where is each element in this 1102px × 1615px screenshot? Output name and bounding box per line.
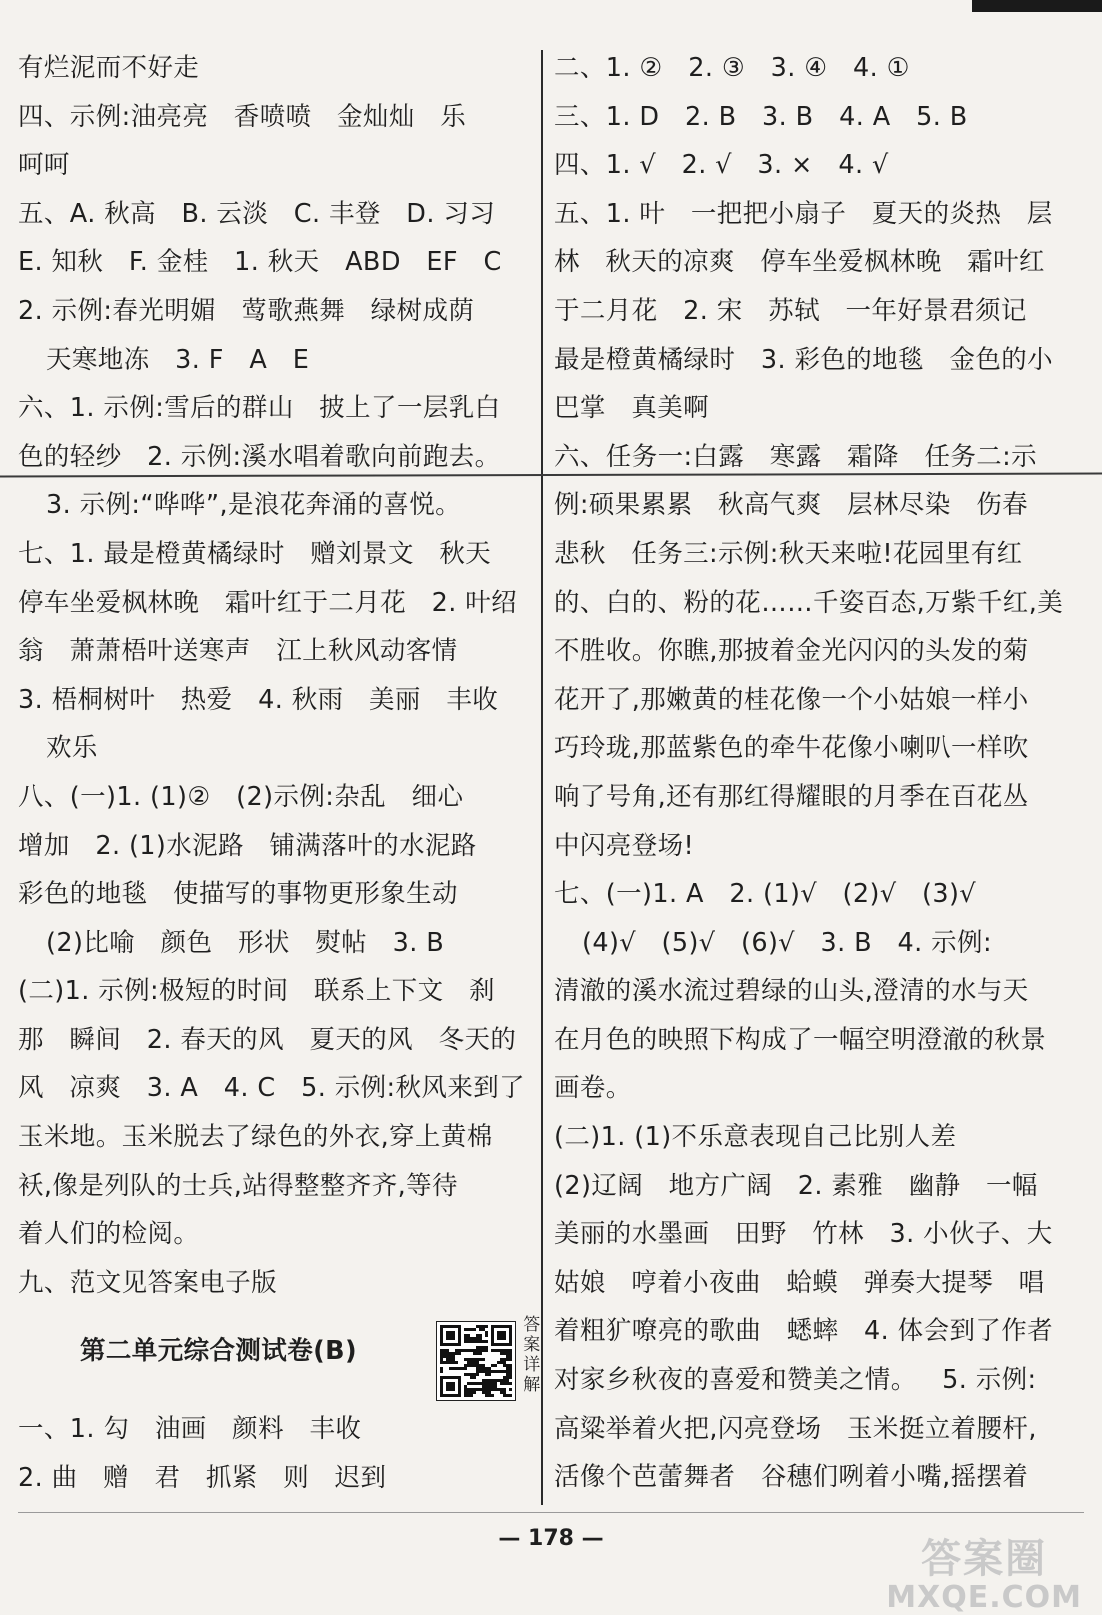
answer-line: 九、范文见答案电子版 — [18, 1267, 278, 1298]
qr-label: 答案详解 — [523, 1315, 541, 1396]
answer-line: 在月色的映照下构成了一幅空明澄澈的秋景 — [554, 1024, 1047, 1055]
footer-rule — [18, 1512, 1084, 1513]
answer-line: 响了号角,还有那红得耀眼的月季在百花丛 — [554, 781, 1029, 812]
answer-line: 巧玲珑,那蓝紫色的牵牛花像小喇叭一样吹 — [554, 733, 1029, 764]
answer-line: (4)√ (5)√ (6)√ 3. B 4. 示例: — [582, 927, 992, 958]
answer-line: 清澈的溪水流过碧绿的山头,澄清的水与天 — [554, 976, 1029, 1007]
answer-line: 那 瞬间 2. 春天的风 夏天的风 冬天的 — [18, 1024, 517, 1055]
answer-line: 色的轻纱 2. 示例:溪水唱着歌向前跑去。 — [18, 441, 501, 472]
answer-line: 悲秋 任务三:示例:秋天来啦!花园里有红 — [554, 538, 1023, 569]
unit-answer-lines — [18, 1405, 534, 1502]
right-answer-lines — [554, 44, 1084, 1502]
answer-line: 不胜收。你瞧,那披着金光闪闪的头发的菊 — [554, 636, 1029, 667]
answer-line: 中闪亮登场! — [554, 830, 695, 861]
answer-line: 风 凉爽 3. A 4. C 5. 示例:秋风来到了 — [18, 1073, 526, 1104]
answer-line: (二)1. (1)不乐意表现自己比别人差 — [554, 1122, 957, 1153]
watermark-logo-text: 答案圈 — [921, 1536, 1048, 1582]
answer-line: 一、1. 勾 油画 颜料 丰收 — [18, 1414, 362, 1445]
answer-line: 3. 梧桐树叶 热爱 4. 秋雨 美丽 丰收 — [18, 684, 499, 715]
unit-heading-block — [18, 1307, 541, 1405]
answer-line: 最是橙黄橘绿时 3. 彩色的地毯 金色的小 — [554, 344, 1054, 375]
answer-line: 玉米地。玉米脱去了绿色的外衣,穿上黄棉 — [18, 1122, 493, 1153]
answer-line: E. 知秋 F. 金桂 1. 秋天 ABD EF C — [18, 247, 502, 278]
answer-line: 活像个芭蕾舞者 谷穗们咧着小嘴,摇摆着 — [554, 1462, 1029, 1493]
answer-line: 花开了,那嫩黄的桂花像一个小姑娘一样小 — [554, 684, 1029, 715]
answer-line: 彩色的地毯 使描写的事物更形象生动 — [18, 879, 458, 910]
answer-line: 三、1. D 2. B 3. B 4. A 5. B — [554, 101, 968, 132]
answer-line: 于二月花 2. 宋 苏轼 一年好景君须记 — [554, 295, 1027, 326]
answer-line: 有烂泥而不好走 — [18, 53, 200, 83]
answer-line: 例:硕果累累 秋高气爽 层林尽染 伤春 — [554, 490, 1029, 521]
answer-line: 增加 2. (1)水泥路 铺满落叶的水泥路 — [18, 830, 477, 861]
answer-line: (2)比喻 颜色 形状 熨帖 3. B — [46, 927, 445, 958]
answer-line: (2)辽阔 地方广阔 2. 素雅 幽静 一幅 — [554, 1170, 1038, 1201]
answer-line: 着粗犷嘹亮的歌曲 蟋蟀 4. 体会到了作者 — [554, 1316, 1054, 1347]
answer-line: 七、(一)1. A 2. (1)√ (2)√ (3)√ — [554, 879, 976, 910]
answer-line: 六、任务一:白露 寒露 霜降 任务二:示 — [554, 441, 1038, 472]
answer-line: 停车坐爱枫林晚 霜叶红于二月花 2. 叶绍 — [18, 587, 518, 618]
answer-line: 2. 曲 赠 君 抓紧 则 迟到 — [18, 1463, 387, 1494]
answer-line: 四、示例:油亮亮 香喷喷 金灿灿 乐 — [18, 101, 467, 132]
answer-line: 翁 萧萧梧叶送寒声 江上秋风动客情 — [18, 636, 458, 667]
answer-line: 3. 示例:“哗哗”,是浪花奔涌的喜悦。 — [46, 490, 462, 521]
answer-line: 画卷。 — [554, 1073, 632, 1104]
left-column — [18, 44, 541, 1503]
right-column — [554, 44, 1084, 1502]
answer-line: 六、1. 示例:雪后的群山 披上了一层乳白 — [18, 393, 501, 424]
answer-line: 欢乐 — [46, 733, 98, 764]
answer-line: 姑娘 哼着小夜曲 蛤蟆 弹奏大提琴 唱 — [554, 1267, 1045, 1298]
answer-line: 2. 示例:春光明媚 莺歌燕舞 绿树成荫 — [18, 295, 475, 326]
column-divider — [541, 50, 543, 1505]
answer-line: 着人们的检阅。 — [18, 1219, 200, 1250]
answer-line: 四、1. √ 2. √ 3. × 4. √ — [554, 150, 889, 181]
answer-line: (二)1. 示例:极短的时间 联系上下文 刹 — [18, 976, 495, 1007]
answer-line: 高粱举着火把,闪亮登场 玉米挺立着腰杆, — [554, 1413, 1037, 1444]
answer-line: 对家乡秋夜的喜爱和赞美之情。 5. 示例: — [554, 1365, 1037, 1396]
watermark-url: MXQE.COM — [886, 1580, 1082, 1615]
answer-line: 林 秋天的凉爽 停车坐爱枫林晚 霜叶红 — [554, 247, 1045, 278]
answer-line: 袄,像是列队的士兵,站得整整齐齐,等待 — [18, 1170, 458, 1201]
site-watermark — [886, 1536, 1082, 1614]
unit-title: 第二单元综合测试卷(B) — [80, 1336, 358, 1367]
answer-line: 五、A. 秋高 B. 云淡 C. 丰登 D. 习习 — [18, 198, 496, 229]
answer-line: 美丽的水墨画 田野 竹林 3. 小伙子、大 — [554, 1219, 1053, 1250]
qr-code-icon[interactable] — [436, 1321, 516, 1401]
answer-line: 七、1. 最是橙黄橘绿时 赠刘景文 秋天 — [18, 538, 492, 569]
answer-line: 呵呵 — [18, 150, 70, 181]
answer-line: 巴掌 真美啊 — [554, 393, 710, 424]
corner-dark-mark — [972, 0, 1102, 12]
answer-line: 天寒地冻 3. F A E — [46, 344, 310, 375]
answer-line: 的、白的、粉的花……千姿百态,万紫千红,美 — [554, 587, 1064, 618]
left-answer-lines — [18, 44, 534, 1307]
answer-line: 五、1. 叶 一把把小扇子 夏天的炎热 层 — [554, 198, 1053, 229]
page-number: — 178 — — [498, 1526, 604, 1551]
answer-line: 八、(一)1. (1)② (2)示例:杂乱 细心 — [18, 781, 464, 812]
answer-line: 二、1. ② 2. ③ 3. ④ 4. ① — [554, 53, 910, 83]
